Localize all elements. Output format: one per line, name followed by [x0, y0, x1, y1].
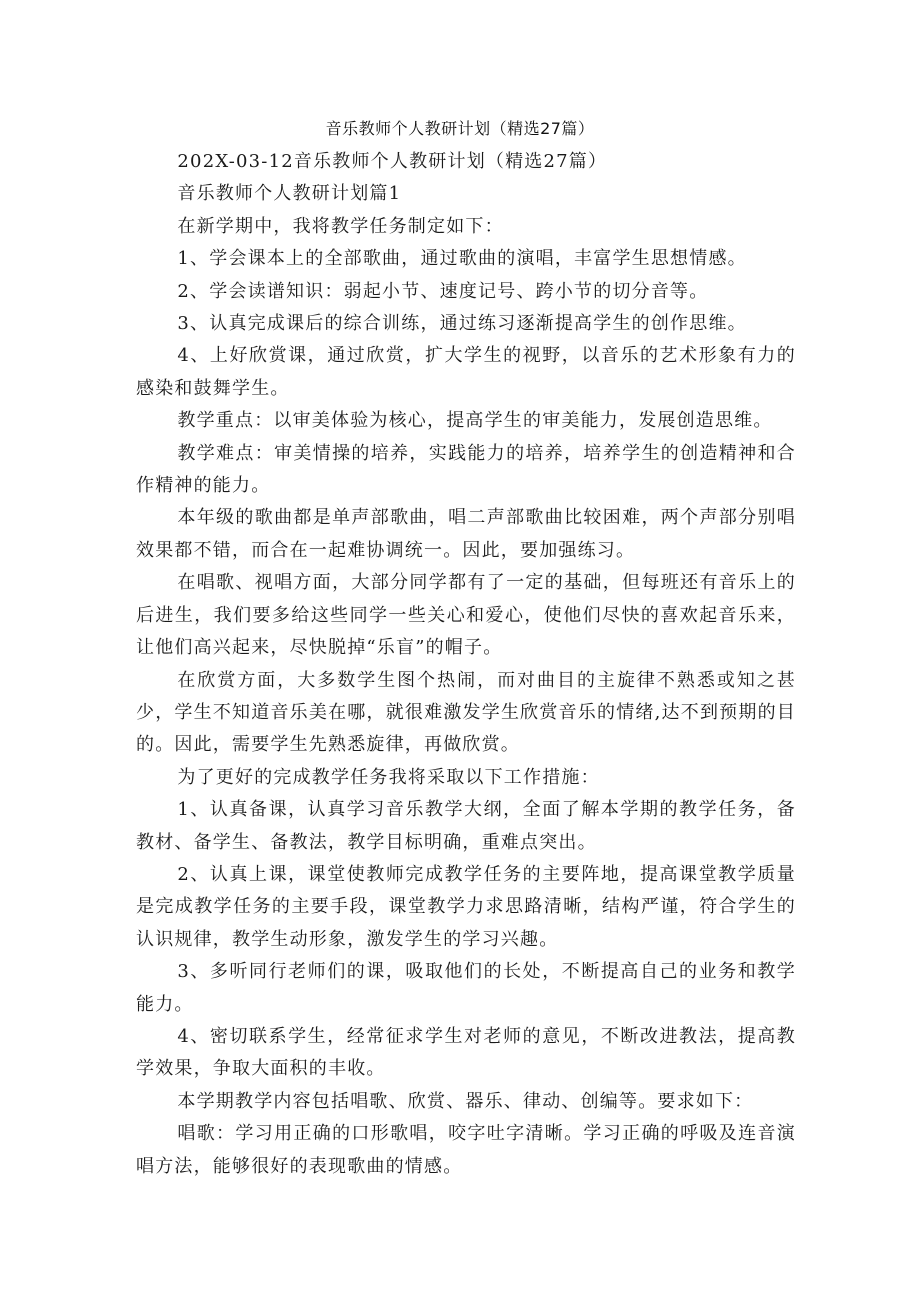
paragraph: 3、多听同行老师们的课，吸取他们的长处，不断提高自己的业务和教学能力。: [136, 961, 796, 1015]
paragraph: 1、学会课本上的全部歌曲，通过歌曲的演唱，丰富学生思想情感。: [177, 248, 747, 270]
paragraph: 4、上好欣赏课，通过欣赏，扩大学生的视野，以音乐的艺术形象有力的感染和鼓舞学生。: [136, 345, 796, 399]
paragraph: 2、认真上课，课堂使教师完成教学任务的主要阵地，提高课堂教学质量是完成教学任务的主要手段，课堂教学力求思路清晰，结构严谨，符合学生的认识规律，教学生动形象，激发学生的学习兴趣。: [136, 863, 796, 950]
paragraph: 在欣赏方面，大多数学生图个热闹，而对曲目的主旋律不熟悉或知之甚少，学生不知道音乐美在哪，就很难激发学生欣赏音乐的情绪,达不到预期的目的。因此，需要学生先熟悉旋律，再做欣赏。: [136, 669, 796, 756]
paragraph: 唱歌：学习用正确的口形歌唱，咬字吐字清晰。学习正确的呼吸及连音演唱方法，能够很好的表现歌曲的情感。: [136, 1123, 796, 1177]
paragraph: 2、学会读谱知识：弱起小节、速度记号、跨小节的切分音等。: [177, 280, 709, 302]
paragraph: 为了更好的完成教学任务我将采取以下工作措施：: [177, 766, 600, 788]
paragraph: 在新学期中，我将教学任务制定如下：: [177, 215, 504, 237]
paragraph: 本年级的歌曲都是单声部歌曲，唱二声部歌曲比较困难，两个声部分别唱效果都不错，而合在一起难协调统一。因此，要加强练习。: [136, 507, 796, 561]
document-body: [136, 146, 796, 1183]
section-heading: 音乐教师个人教研计划篇1: [177, 183, 402, 205]
document-title: 音乐教师个人教研计划（精选27篇）: [325, 119, 595, 138]
paragraph: 3、认真完成课后的综合训练，通过练习逐渐提高学生的创作思维。: [177, 313, 747, 335]
paragraph: 教学重点：以审美体验为核心，提高学生的审美能力，发展创造思维。: [177, 410, 773, 432]
paragraph: 教学难点：审美情操的培养，实践能力的培养，培养学生的创造精神和合作精神的能力。: [136, 442, 796, 497]
paragraph: 在唱歌、视唱方面，大部分同学都有了一定的基础，但每班还有音乐上的后进生，我们要多给这些同学一些关心和爱心，使他们尽快的喜欢起音乐来，让他们高兴起来，尽快脱掉“乐盲”的帽子。: [136, 572, 796, 659]
paragraph: 本学期教学内容包括唱歌、欣赏、器乐、律动、创编等。要求如下：: [177, 1090, 754, 1112]
paragraph: 4、密切联系学生，经常征求学生对老师的意见，不断改进教法，提高教学效果，争取大面积的丰收。: [136, 1025, 796, 1080]
paragraph: 1、认真备课，认真学习音乐教学大纲，全面了解本学期的教学任务，备教材、备学生、备教法，教学目标明确，重难点突出。: [136, 799, 796, 853]
date-line: 202X-03-12音乐教师个人教研计划（精选27篇）: [177, 151, 608, 172]
